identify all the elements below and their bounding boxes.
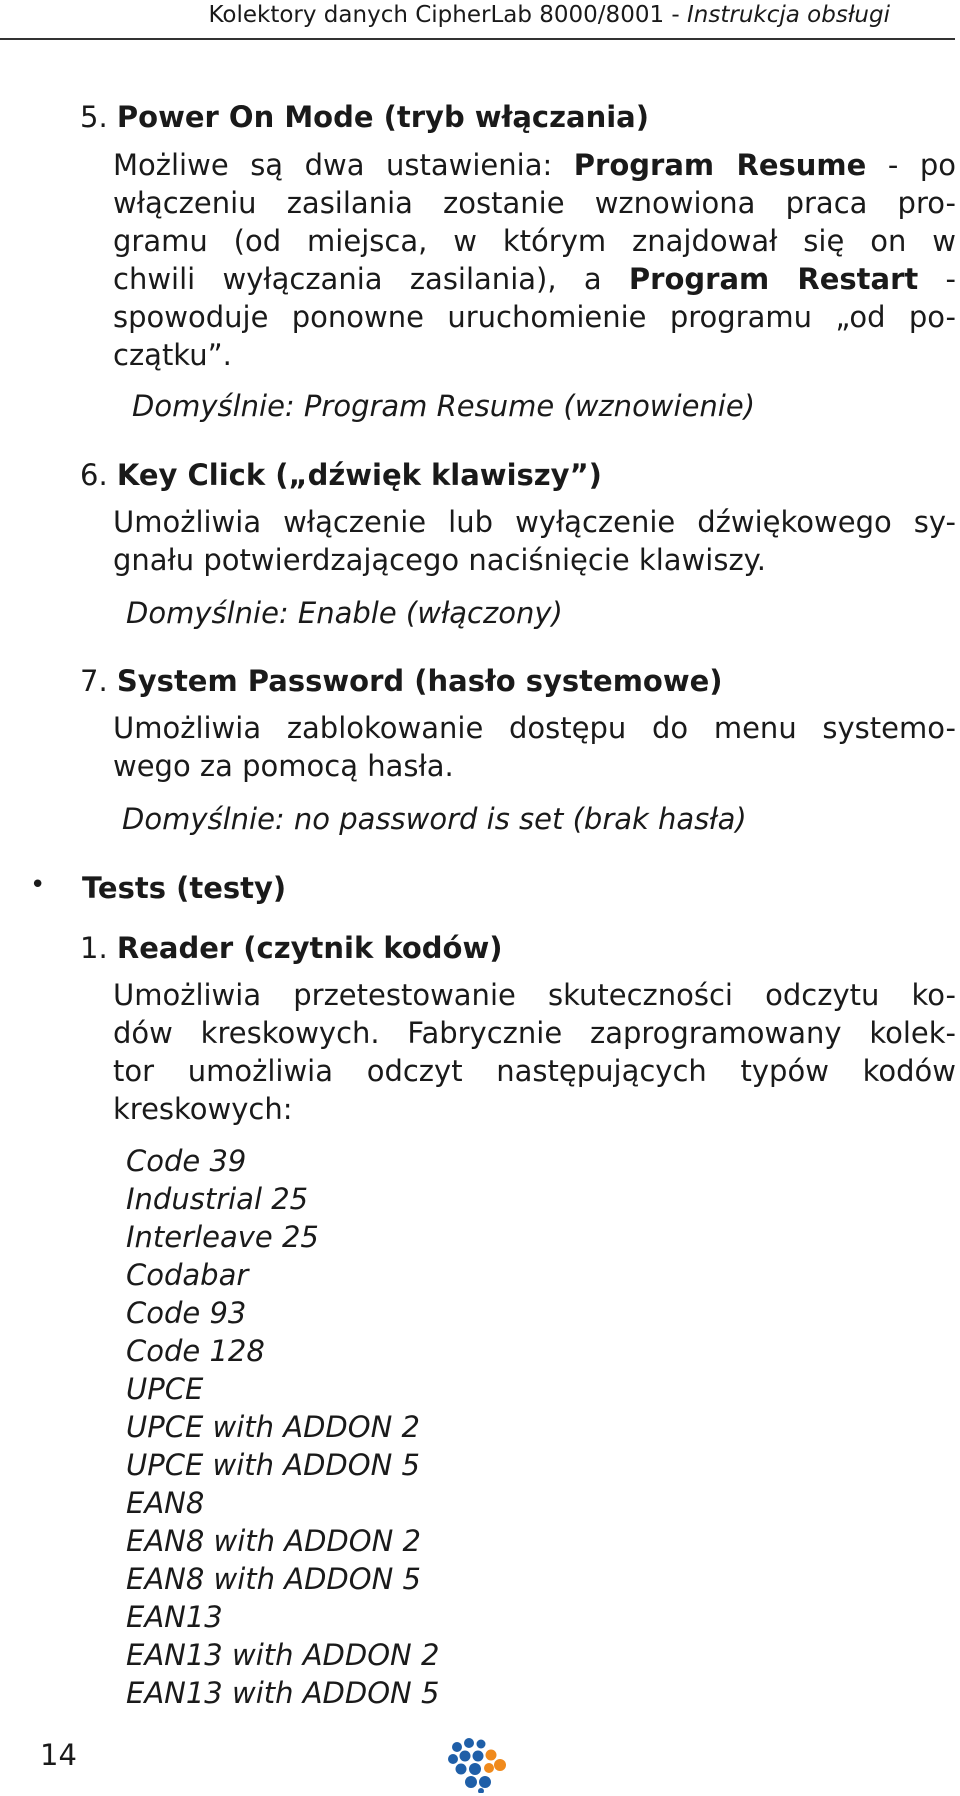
cipherlab-logo-icon <box>445 1737 515 1793</box>
paragraph-line: Możliwe są dwa ustawienia: Program Resume - po <box>113 148 956 182</box>
paragraph-line: gnału potwierdzającego naciśnięcie klawiszy. <box>113 543 766 577</box>
barcode-type: Codabar <box>126 1258 249 1292</box>
paragraph-line: chwili wyłączania zasilania), a Program Restart - <box>113 262 957 296</box>
section-heading-key-click: 6. Key Click („dźwięk klawiszy”) <box>80 458 602 492</box>
section-heading-power-on: 5. Power On Mode (tryb włączania) <box>80 100 649 134</box>
page-number: 14 <box>40 1738 77 1772</box>
barcode-type: EAN13 <box>126 1600 223 1634</box>
barcode-type: EAN13 with ADDON 2 <box>126 1638 440 1672</box>
paragraph-line: gramu (od miejsca, w którym znajdował się on w <box>113 224 956 258</box>
paragraph-line: tor umożliwia odczyt następujących typów kodów <box>113 1054 956 1088</box>
header-title: Kolektory danych CipherLab 8000/8001 - Instrukcja obsługi <box>208 2 890 28</box>
paragraph-line: Umożliwia przetestowanie skuteczności odczytu ko- <box>113 978 956 1012</box>
bullet-point: • <box>30 870 46 900</box>
barcode-type: EAN8 with ADDON 2 <box>126 1524 421 1558</box>
section-heading-system-password: 7. System Password (hasło systemowe) <box>80 664 723 698</box>
barcode-type: UPCE with ADDON 5 <box>126 1448 420 1482</box>
barcode-type: Code 128 <box>126 1334 265 1368</box>
paragraph-line: spowoduje ponowne uruchomienie programu „od po- <box>113 300 956 334</box>
paragraph-line: czątku”. <box>113 338 232 372</box>
barcode-type: Industrial 25 <box>126 1182 309 1216</box>
barcode-type: Code 39 <box>126 1144 247 1178</box>
barcode-type: EAN13 with ADDON 5 <box>126 1676 440 1710</box>
barcode-type: UPCE with ADDON 2 <box>126 1410 420 1444</box>
barcode-type: UPCE <box>126 1372 204 1406</box>
default-value: Domyślnie: no password is set (brak hasła) <box>122 802 747 836</box>
paragraph-line: Umożliwia włączenie lub wyłączenie dźwiękowego sy- <box>113 505 956 539</box>
section-heading-reader: 1. Reader (czytnik kodów) <box>80 931 503 965</box>
paragraph-line: włączeniu zasilania zostanie wznowiona praca pro- <box>113 186 956 220</box>
section-heading-tests: Tests (testy) <box>82 871 287 905</box>
barcode-type: EAN8 <box>126 1486 205 1520</box>
barcode-type: Code 93 <box>126 1296 247 1330</box>
page-header <box>0 0 955 40</box>
barcode-type: Interleave 25 <box>126 1220 319 1254</box>
default-value: Domyślnie: Program Resume (wznowienie) <box>132 389 756 423</box>
paragraph-line: Umożliwia zablokowanie dostępu do menu systemo- <box>113 711 956 745</box>
paragraph-line: kreskowych: <box>113 1092 293 1126</box>
paragraph-line: dów kreskowych. Fabrycznie zaprogramowany kolek- <box>113 1016 956 1050</box>
paragraph-line: wego za pomocą hasła. <box>113 749 454 783</box>
default-value: Domyślnie: Enable (włączony) <box>126 596 563 630</box>
barcode-type: EAN8 with ADDON 5 <box>126 1562 421 1596</box>
